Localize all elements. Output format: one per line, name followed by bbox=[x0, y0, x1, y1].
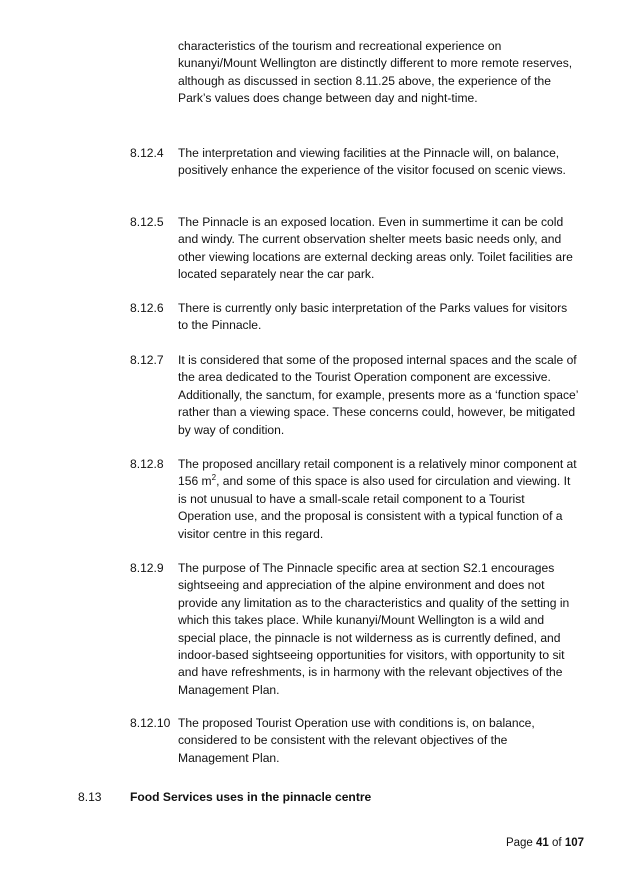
paragraph-number: 8.12.6 bbox=[130, 301, 164, 315]
section-title: Food Services uses in the pinnacle centre bbox=[130, 790, 372, 804]
paragraph-text-after: , and some of this space is also used for circulation and viewing. It is not unusual to have a small-scale retail component to a Tourist Operation use, and the proposal is consistent with a typical function of a visitor centre in this regard. bbox=[178, 474, 571, 541]
paragraph-text: The interpretation and viewing facilities at the Pinnacle will, on balance, positively enhance the experience of the visitor focused on scenic views. bbox=[178, 146, 566, 178]
paragraph-text-before: The proposed ancillary retail component is a relatively minor component at 156 m bbox=[178, 457, 577, 489]
paragraph-number: 8.12.8 bbox=[130, 457, 164, 471]
paragraph-text: The proposed Tourist Operation use with conditions is, on balance, considered to be consistent with the relevant objectives of the Management Plan. bbox=[178, 716, 535, 765]
paragraph-text bbox=[178, 456, 580, 543]
paragraph-number: 8.12.9 bbox=[130, 561, 164, 575]
continuation-paragraph: characteristics of the tourism and recreational experience on kunanyi/Mount Wellington are distinctly different to more remote reserves, although as discussed in section 8.11.25 above, the experience of the Park’s values does change between day and night-time. bbox=[178, 39, 573, 106]
superscript: 2 bbox=[211, 473, 217, 483]
footer-separator: of bbox=[548, 837, 565, 849]
footer-page-number: 41 bbox=[536, 837, 549, 849]
paragraph-text: It is considered that some of the proposed internal spaces and the scale of the area dedicated to the Tourist Operation component are excessive. Additionally, the sanctum, for example, presents more as a ‘function space’ rather than a viewing space. These concerns could, however, be mitigated by way of condition. bbox=[178, 353, 578, 437]
paragraph-text: The purpose of The Pinnacle specific area at section S2.1 encourages sightseeing and appreciation of the alpine environment and does not provide any limitation as to the characteristics and quality of the setting in which this takes place. While kunanyi/Mount Wellington is a wild and special place, the pinnacle is not wilderness as is currently defined, and indoor-based sightseeing opportunities for visitors, with opportunity to sit and have refreshments, is in harmony with the relevant objectives of the Management Plan. bbox=[178, 561, 570, 697]
paragraph-number: 8.12.4 bbox=[130, 146, 164, 160]
paragraph-text: There is currently only basic interpretation of the Parks values for visitors to the Pinnacle. bbox=[178, 301, 568, 333]
paragraph-number: 8.12.10 bbox=[130, 716, 171, 730]
section-number: 8.13 bbox=[78, 790, 102, 804]
paragraph-number: 8.12.5 bbox=[130, 215, 164, 229]
page-footer bbox=[506, 836, 584, 851]
paragraph-text: The Pinnacle is an exposed location. Even in summertime it can be cold and windy. The current observation shelter meets basic needs only, and other viewing locations are external decking areas only. Toilet facilities are located separately near the car park. bbox=[178, 215, 573, 282]
paragraph-number: 8.12.7 bbox=[130, 353, 164, 367]
footer-prefix: Page bbox=[505, 837, 537, 849]
footer-page-total: 107 bbox=[564, 837, 584, 849]
